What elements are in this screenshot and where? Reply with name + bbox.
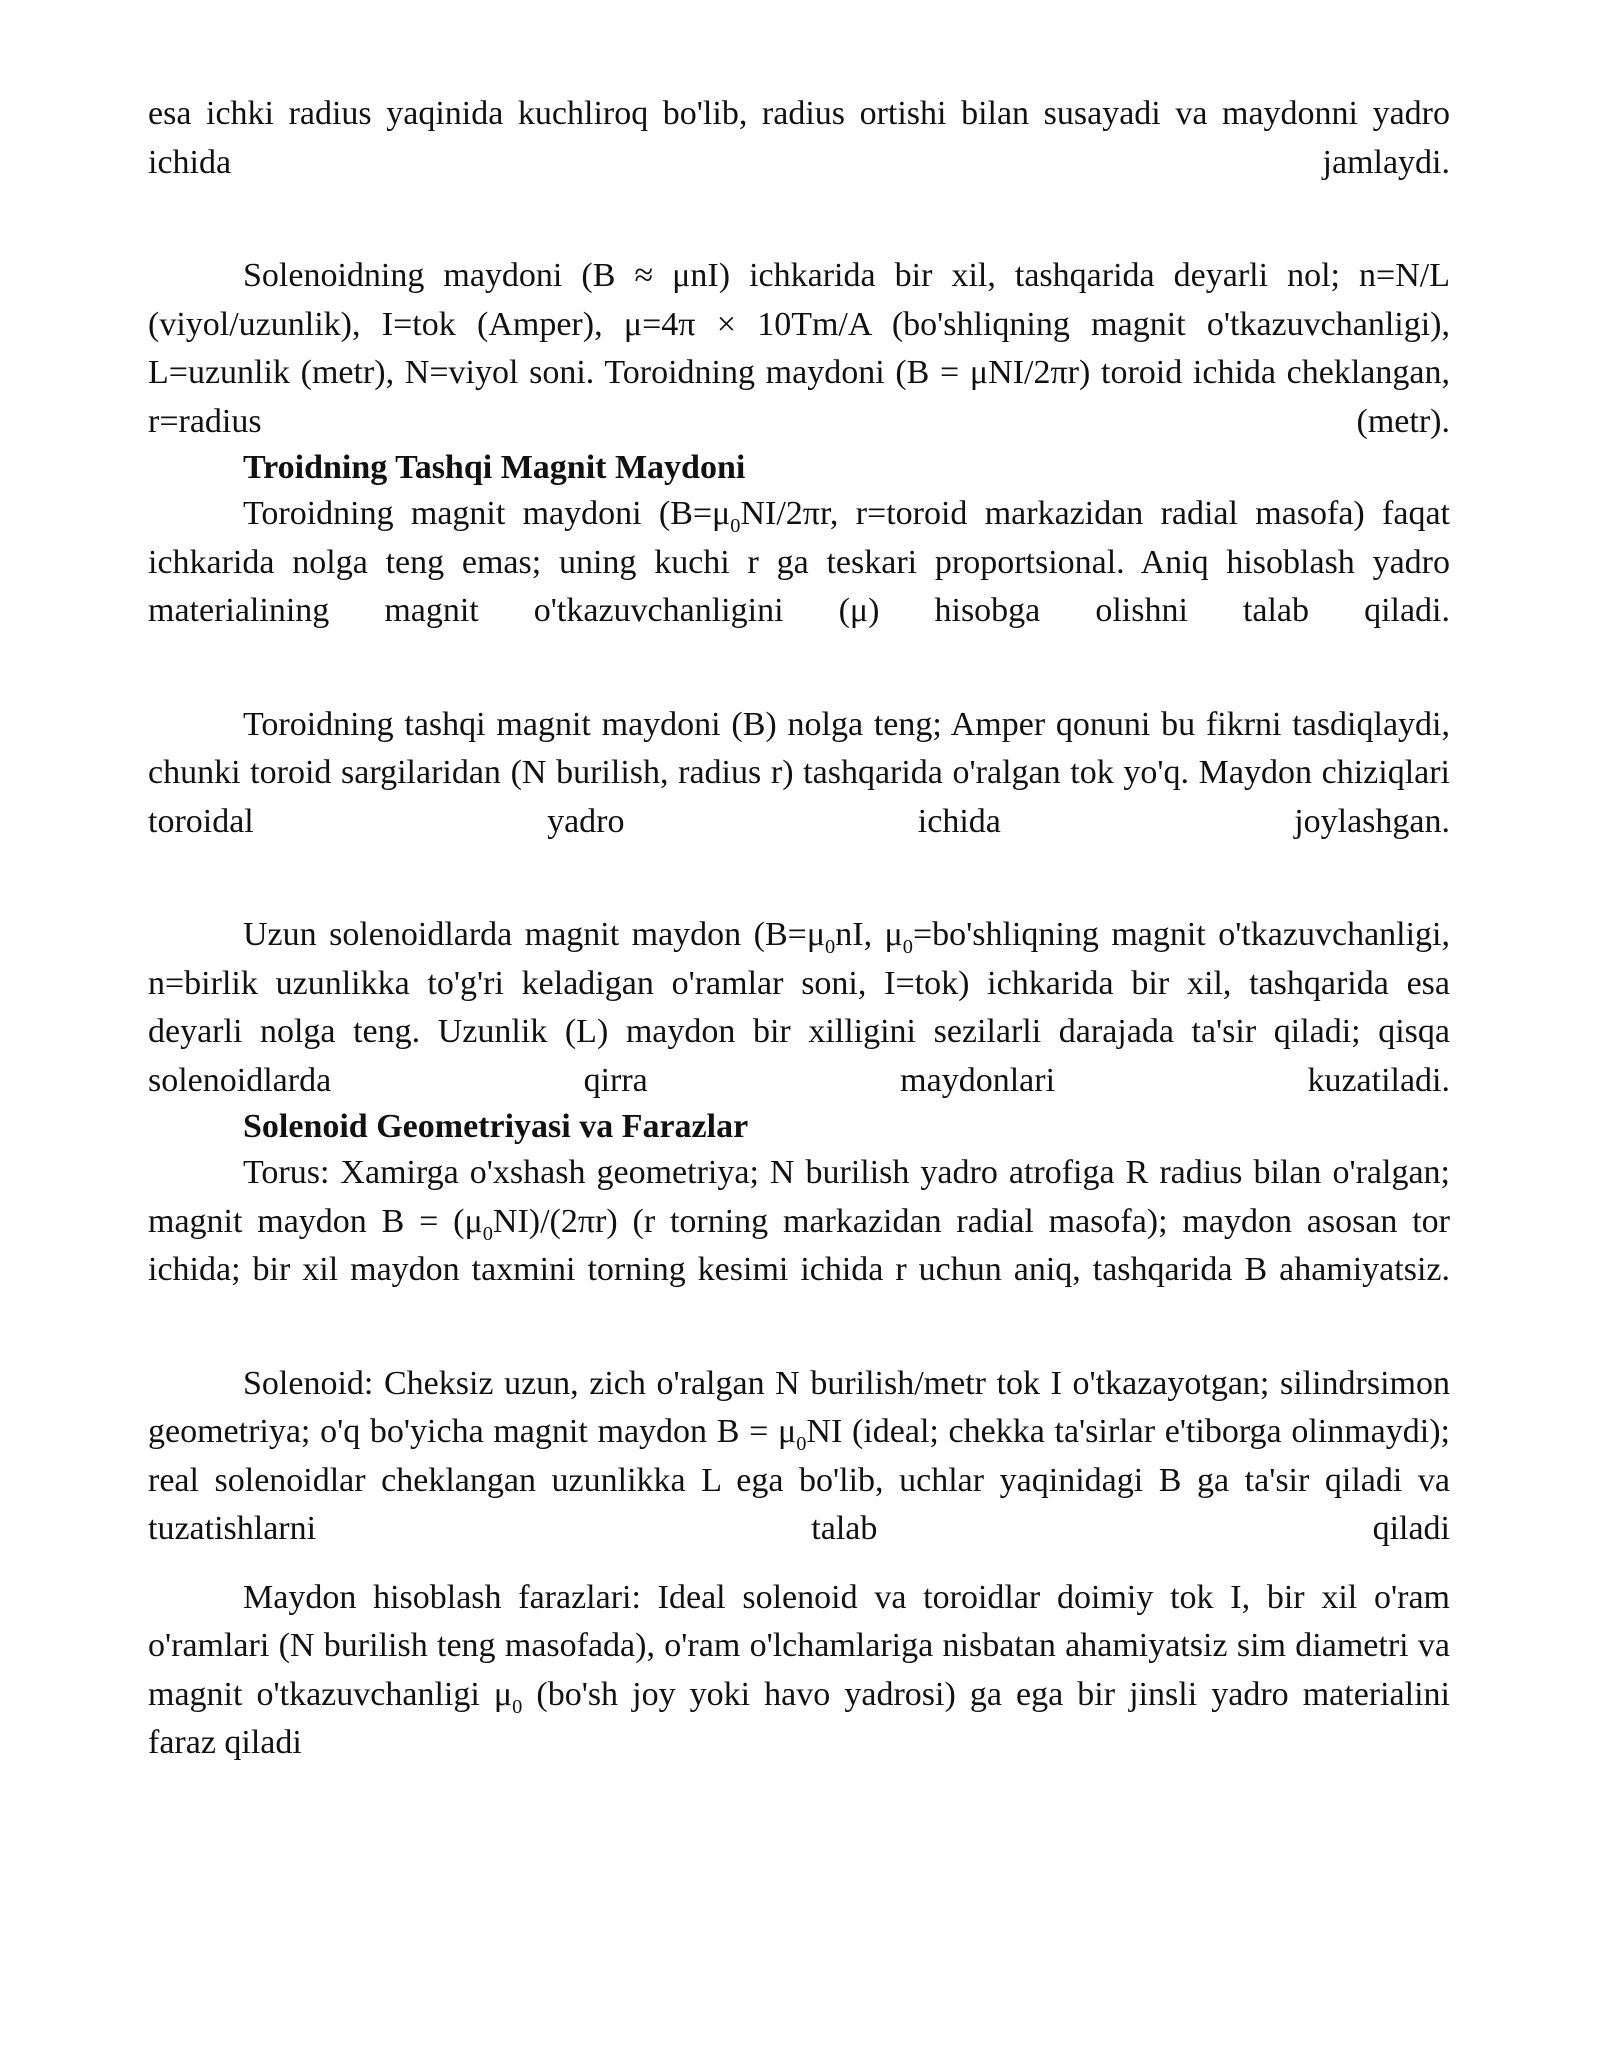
paragraph-solenoid-field: Solenoidning maydoni (B ≈ μnI) ichkarida bir xil, tashqarida deyarli nol; n=N/L (viyol/uzunlik), I=tok (Amper), μ=4π × 10Tm/A (bo'shliqning magnit o'tkazuvchanligi), L=uzunlik (metr), N=viyol soni. Toroidning maydoni (B = μNI/2πr) toroid ichida cheklangan, r=radius (metr).: [148, 257, 1450, 440]
paragraph-assumptions: Maydon hisoblash farazlari: Ideal solenoid va toroidlar doimiy tok I, bir xil o'ram o'ramlari (N burilish teng masofada), o'ram o'lchamlariga nisbatan ahamiyatsiz sim diametri va magnit o'tkazuvchanligi $\mu_0$ (bo'sh joy yoki havo yadrosi) ga ega bir jinsli yadro materialini faraz qiladi: [148, 1578, 1450, 1761]
section-heading-troid: Troidning Tashqi Magnit Maydoni: [243, 449, 746, 486]
paragraph-torus: Torus: Xamirga o'xshash geometriya; N burilish yadro atrofiga R radius bilan o'ralgan; magnit maydon $B = (\mu_0NI)/(2\pi r)$ (r torning markazidan radial masofa); maydon asosan tor ichida; bir xil maydon taxmini torning kesimi ichida r uchun aniq, tashqarida B ahamiyatsiz.: [148, 1154, 1451, 1288]
paragraph-long-solenoid: Uzun solenoidlarda magnit maydon ($B=\mu_0nI$, $\mu_0=bo'shliqning$ magnit o'tkazuvchanligi, n=birlik uzunlikka to'g'ri keladigan o'ramlar soni, I=tok) ichkarida bir xil, tashqarida esa deyarli nolga teng. Uzunlik (L) maydon bir xilligini sezilarli darajada ta'sir qiladi; qisqa solenoidlarda qirra maydonlari kuzatiladi.: [148, 916, 1450, 1099]
section-heading-geometry: Solenoid Geometriyasi va Farazlar: [243, 1108, 749, 1145]
paragraph-solenoid: Solenoid: Cheksiz uzun, zich o'ralgan N burilish/metr tok I o'tkazayotgan; silindrsimon geometriya; o'q bo'yicha magnit maydon $B = \mu_0NI$ (ideal; chekka ta'sirlar e'tiborga olinmaydi); real solenoidlar cheklangan uzunlikka L ega bo'lib, uchlar yaqinidagi B ga ta'sir qiladi va tuzatishlarni talab qiladi: [148, 1364, 1450, 1547]
document-page: [148, 90, 1450, 1768]
paragraph-toroid-outside: Toroidning tashqi magnit maydoni (B) nolga teng; Amper qonuni bu fikrni tasdiqlaydi, chunki toroid sargilaridan (N burilish, radius r) tashqarida o'ralgan tok yo'q. Maydon chiziqlari toroidal yadro ichida joylashgan.: [148, 705, 1450, 840]
paragraph-intro: esa ichki radius yaqinida kuchliroq bo'lib, radius ortishi bilan susayadi va maydonni yadro ichida jamlaydi.: [148, 95, 1450, 181]
paragraph-toroid-field: Toroidning magnit maydoni ($B=\mu_0NI/2\pi r$, r=toroid markazidan radial masofa) faqat ichkarida nolga teng emas; uning kuchi r ga teskari proportsional. Aniq hisoblash yadro materialining magnit o'tkazuvchanligini (μ) hisobga olishni talab qiladi.: [148, 495, 1450, 629]
